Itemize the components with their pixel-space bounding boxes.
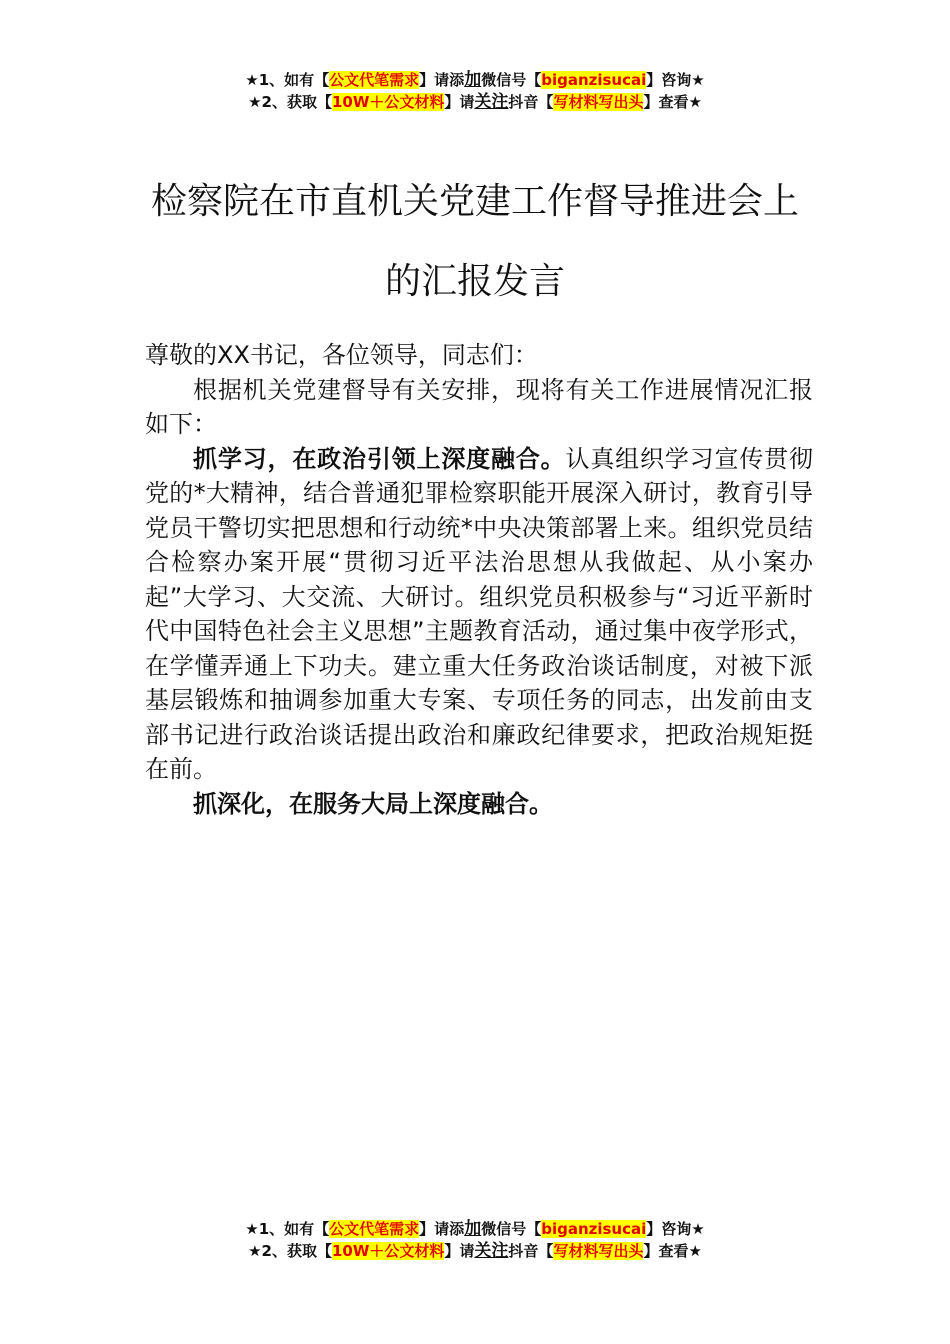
promo-highlight: 写材料写出头 — [553, 93, 644, 111]
promo-text: ★1、如有【 — [245, 1220, 330, 1238]
promo-highlight: 10W＋公文材料 — [331, 93, 445, 111]
promo-highlight: 公文代笔需求 — [329, 1220, 420, 1238]
promo-text: 微信号【 — [481, 71, 542, 89]
promo-text: 】请 — [444, 93, 475, 111]
promo-underlined: 加 — [464, 70, 482, 90]
section-heading: 抓学习，在政治引领上深度融合。 — [193, 444, 566, 473]
promo-text: 】查看★ — [643, 93, 702, 111]
promo-line-1 — [0, 69, 950, 91]
promo-text: 抖音【 — [508, 93, 554, 111]
document-title — [0, 162, 950, 322]
promo-text: 】查看★ — [643, 1242, 702, 1260]
title-line-2: 的汇报发言 — [384, 261, 565, 302]
promo-line-2 — [0, 91, 950, 113]
title-line-1: 检察院在市直机关党建工作督导推进会上 — [150, 181, 799, 222]
top-promo-banner — [0, 69, 950, 113]
intro-paragraph: 根据机关党建督导有关安排，现将有关工作进展情况汇报如下： — [145, 375, 813, 438]
section-paragraph — [145, 442, 813, 787]
promo-text: ★1、如有【 — [245, 71, 330, 89]
bottom-promo-banner — [0, 1218, 950, 1262]
section-paragraph — [145, 787, 813, 822]
promo-text: 】请添 — [419, 71, 465, 89]
promo-text: ★2、获取【 — [248, 1242, 332, 1260]
promo-line-1 — [0, 1218, 950, 1240]
promo-line-2 — [0, 1240, 950, 1262]
promo-underlined: 加 — [464, 1219, 482, 1239]
promo-highlight: 写材料写出头 — [553, 1242, 644, 1260]
promo-highlight: biganzisucai — [541, 71, 647, 89]
promo-text: 抖音【 — [508, 1242, 554, 1260]
promo-highlight: 10W＋公文材料 — [331, 1242, 445, 1260]
promo-text: 】请添 — [419, 1220, 465, 1238]
promo-text: 微信号【 — [481, 1220, 542, 1238]
promo-highlight: biganzisucai — [541, 1220, 647, 1238]
section-heading: 抓深化，在服务大局上深度融合。 — [193, 789, 553, 818]
promo-text: 】咨询★ — [646, 1220, 705, 1238]
promo-highlight: 公文代笔需求 — [329, 71, 420, 89]
promo-underlined: 关注 — [474, 1241, 509, 1261]
section-text: 认真组织学习宣传贯彻党的*大精神，结合普通犯罪检察职能开展深入研讨，教育引导党员干警切实把思想和行动统*中央决策部署上来。组织党员结合检察办案开展“贯彻习近平法治思想从我做起、从小案办起”大学习、大交流、大研讨。组织党员积极参与“习近平新时代中国特色社会主义思想”主题教育活动，通过集中夜学形式，在学懂弄通上下功夫。建立重大任务政治谈话制度，对被下派基层锻炼和抽调参加重大专案、专项任务的同志，出发前由支部书记进行政治谈话提出政治和廉政纪律要求，把政治规矩挺在前。 — [145, 444, 813, 783]
document-body — [145, 338, 813, 821]
salutation: 尊敬的XX书记，各位领导，同志们： — [145, 341, 538, 369]
promo-underlined: 关注 — [474, 92, 509, 112]
promo-text: 】请 — [444, 1242, 475, 1260]
promo-text: 】咨询★ — [646, 71, 705, 89]
promo-text: ★2、获取【 — [248, 93, 332, 111]
